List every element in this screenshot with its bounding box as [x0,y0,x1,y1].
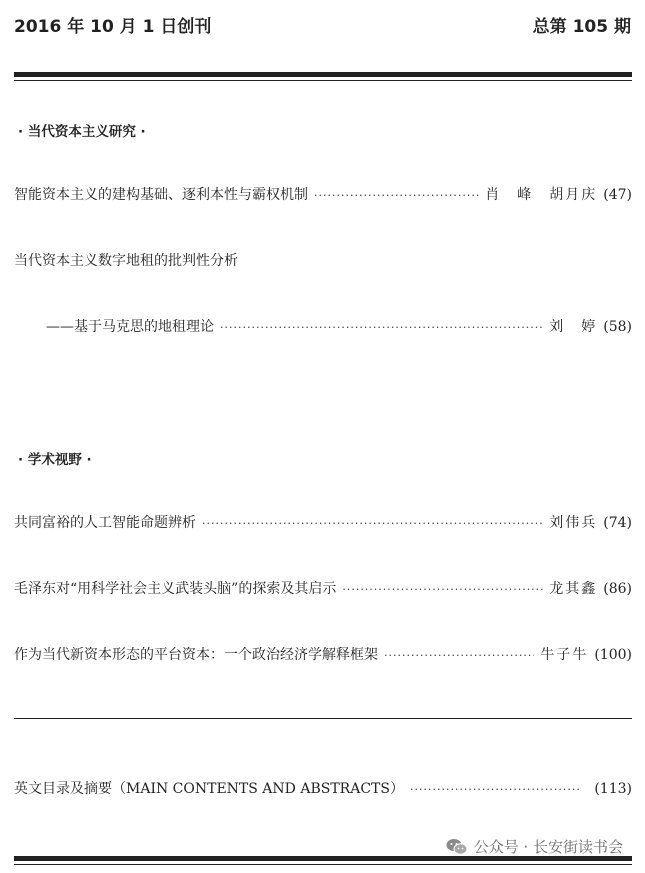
entry-page: (86) [603,581,632,597]
entry-title: 共同富裕的人工智能命题辨析 [14,515,196,531]
entry-author: 肖 峰 胡月庆 [485,187,598,203]
entry-author: 刘伟兵 [549,515,598,531]
founding-date: 2016 年 10 月 1 日创刊 [14,17,212,37]
leader-dots [220,321,543,334]
toc-entry-1[interactable] [14,184,632,204]
toc-entry-5[interactable] [14,644,632,664]
leader-dots [384,649,534,662]
entry-title: 作为当代新资本形态的平台资本：一个政治经济学解释框架 [14,647,378,663]
leader-dots [342,583,543,596]
toc-entry-2-subtitle[interactable] [46,316,632,336]
toc-entry-2-title[interactable] [14,250,632,270]
entry-page: (74) [603,515,632,531]
entry-page: (47) [603,187,632,203]
entry-title: 当代资本主义数字地租的批判性分析 [14,253,238,269]
leader-dots [410,783,582,796]
section-title-contemporary-capitalism: · 当代资本主义研究 · [18,124,146,140]
middle-rule [14,718,632,719]
entry-subtitle: ——基于马克思的地租理论 [46,319,214,335]
section-title-academic-vision: · 学术视野 · [18,452,92,468]
entry-page: (100) [594,647,632,663]
toc-entry-4[interactable] [14,578,632,598]
wechat-icon [446,838,468,856]
bottom-thick-rule [14,856,632,861]
bottom-thin-rule [14,864,632,865]
entry-page: (58) [603,319,632,335]
watermark [446,836,623,857]
leader-dots [314,189,479,202]
watermark-text: 公众号 · 长安街读书会 [473,838,623,856]
entry-title: 智能资本主义的建构基础、逐利本性与霸权机制 [14,187,308,203]
entry-author: 刘 婷 [549,319,598,335]
entry-title: 毛泽东对“用科学社会主义武装头脑”的探索及其启示 [14,581,337,597]
top-thin-rule [14,80,632,81]
leader-dots [202,517,543,530]
entry-author: 龙其鑫 [549,581,598,597]
entry-author: 牛子牛 [540,647,589,663]
top-thick-rule [14,72,632,77]
issue-number: 总第 105 期 [532,17,631,37]
toc-entry-english-contents[interactable] [14,778,632,798]
entry-page: (113) [594,781,632,797]
entry-title: 英文目录及摘要（MAIN CONTENTS AND ABSTRACTS） [14,781,404,797]
toc-entry-3[interactable] [14,512,632,532]
